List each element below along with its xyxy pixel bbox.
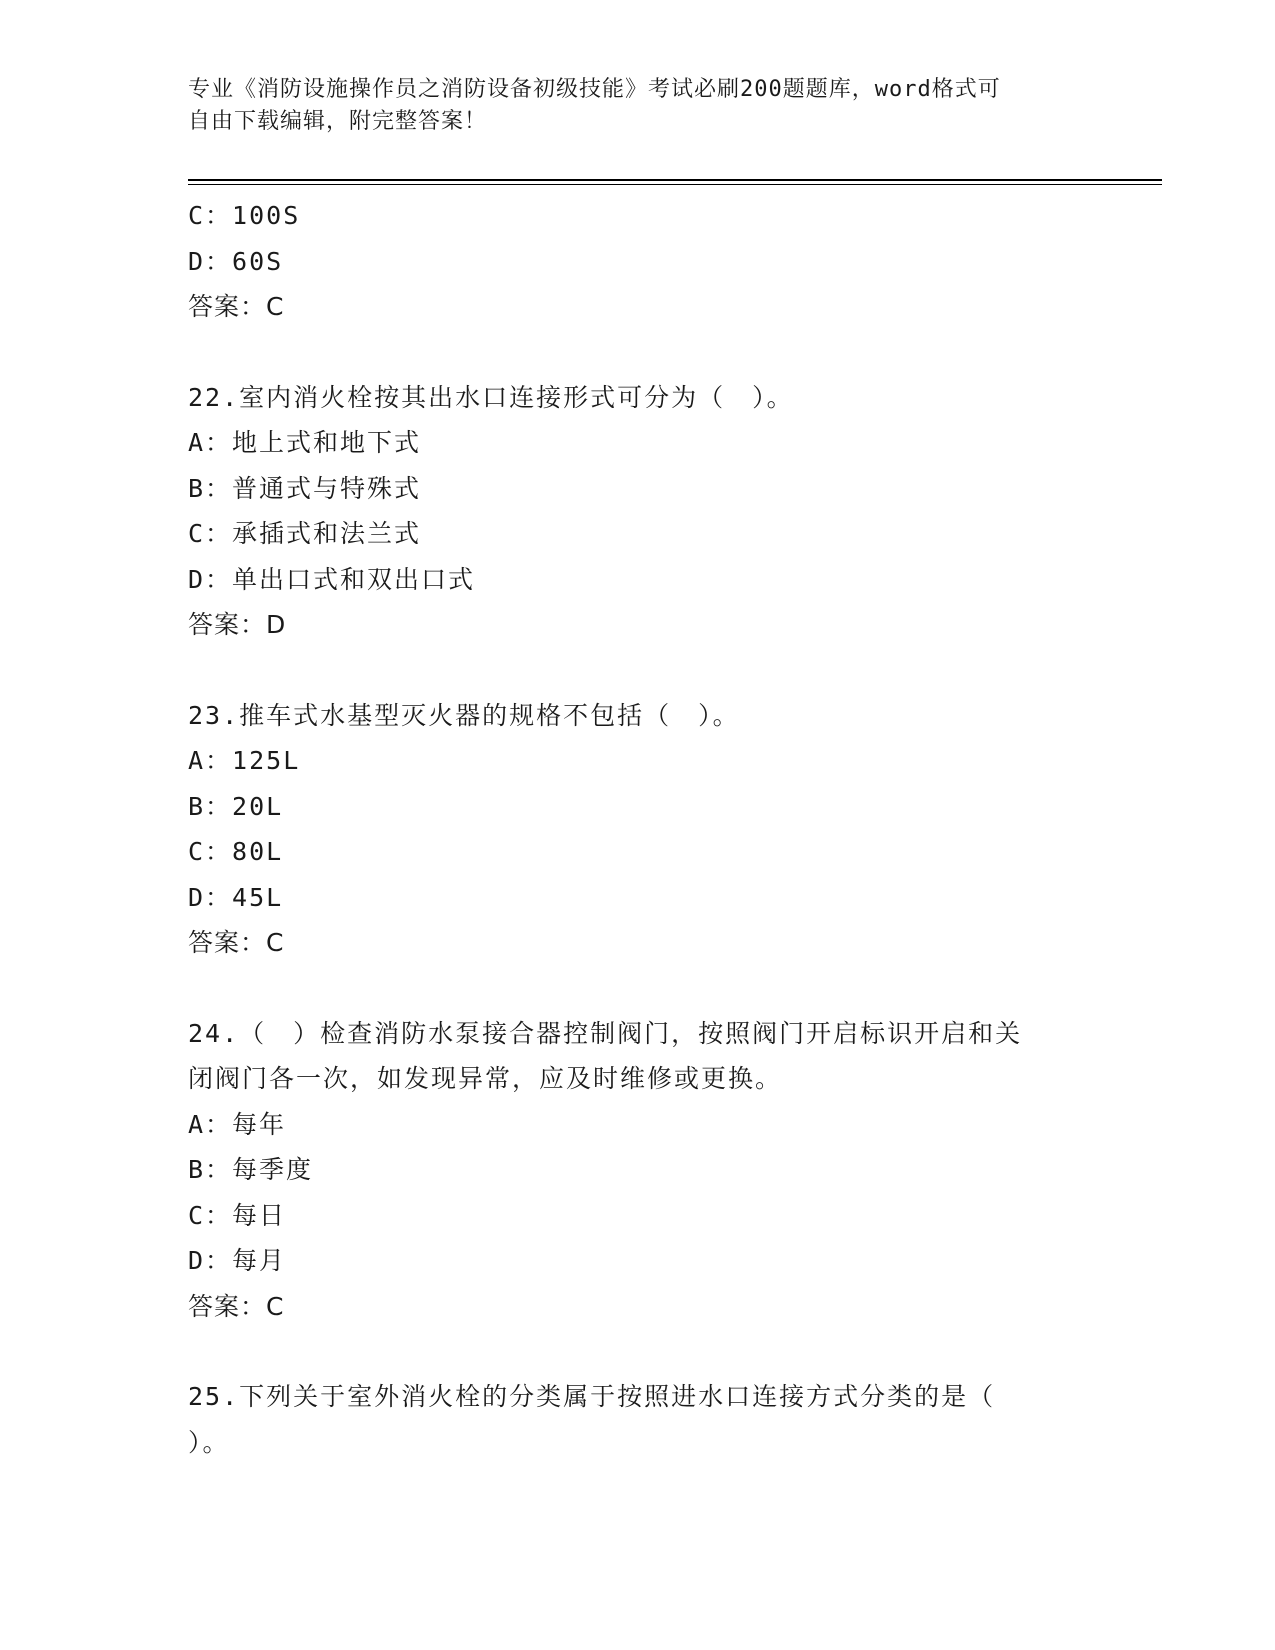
option-c: C：100S bbox=[188, 201, 301, 230]
answer: 答案：C bbox=[188, 928, 285, 957]
question-stem: 22.室内消火栓按其出水口连接形式可分为（ ）。 bbox=[188, 382, 794, 412]
question-list bbox=[188, 193, 1088, 1465]
answer: 答案：C bbox=[188, 1291, 285, 1321]
spacer bbox=[188, 648, 1088, 693]
option-a: A：每年 bbox=[188, 1109, 287, 1139]
option-b: B：每季度 bbox=[188, 1155, 314, 1184]
option-b: B：20L bbox=[188, 791, 284, 821]
header-divider-thin bbox=[188, 184, 1162, 185]
spacer bbox=[188, 330, 1088, 375]
option-d: D：60S bbox=[188, 246, 284, 276]
question-stem: 23.推车式水基型灭火器的规格不包括（ ）。 bbox=[188, 700, 740, 730]
option-b: B：普通式与特殊式 bbox=[188, 473, 422, 503]
option-c: C：承插式和法兰式 bbox=[188, 519, 422, 548]
header-title-line-1: 专业《消防设施操作员之消防设备初级技能》考试必刷200题题库，word格式可 bbox=[188, 77, 1001, 102]
option-d: D：45L bbox=[188, 882, 284, 912]
question-24 bbox=[188, 1011, 1088, 1330]
option-d: D：每月 bbox=[188, 1246, 287, 1275]
header-divider-thick bbox=[188, 179, 1162, 181]
question-21 bbox=[188, 193, 1088, 330]
option-d: D：单出口式和双出口式 bbox=[188, 564, 476, 594]
question-stem-line-1: 24.（ ）检查消防水泵接合器控制阀门，按照阀门开启标识开启和关 bbox=[188, 1018, 1023, 1048]
spacer bbox=[188, 966, 1088, 1011]
option-a: A：地上式和地下式 bbox=[188, 428, 422, 457]
question-23 bbox=[188, 693, 1088, 966]
header-title-line-2: 自由下载编辑，附完整答案！ bbox=[188, 109, 488, 134]
question-stem-line-1: 25.下列关于室外消火栓的分类属于按照进水口连接方式分类的是（ bbox=[188, 1382, 996, 1411]
option-c: C：每日 bbox=[188, 1200, 287, 1230]
question-25 bbox=[188, 1374, 1088, 1465]
spacer bbox=[188, 1329, 1088, 1374]
option-a: A：125L bbox=[188, 746, 301, 775]
question-22 bbox=[188, 375, 1088, 648]
option-c: C：80L bbox=[188, 837, 284, 866]
answer: 答案：D bbox=[188, 610, 287, 639]
page-header bbox=[188, 74, 1088, 138]
question-stem-line-2: ）。 bbox=[188, 1427, 230, 1457]
answer: 答案：C bbox=[188, 292, 285, 321]
question-stem-line-2: 闭阀门各一次，如发现异常，应及时维修或更换。 bbox=[188, 1064, 783, 1093]
